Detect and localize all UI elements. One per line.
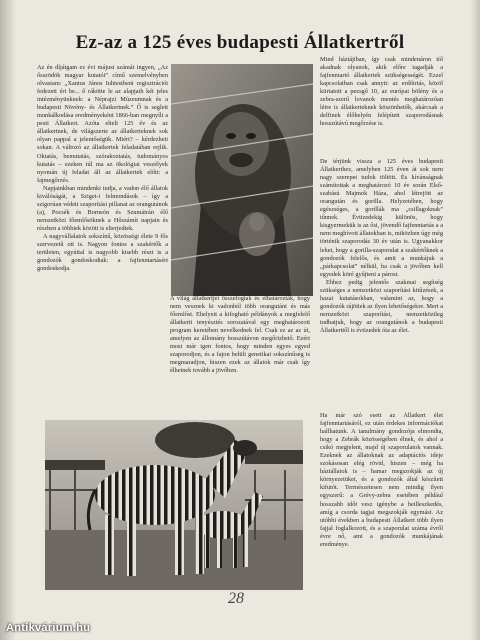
paragraph: Az én díjátgam ez évi májusi számát ingyen, „Az ősszödök magyar kutatói” című szemelvényben olvastam: „Xantus János Iuhtestbeni regisztrációt fedezett ért be... ő rákötte le az alapjaih két jeles intézményünknek: a Néprajzi Múzeumnak és a budapesti Növény- és Állatkertnek.” Ő is seglett munkálkodása eredményeként 1866-ban megnyílt a pesti Állatkert. Azóta eltelt 125 év és az állatkertnek, de világszerte az állatkerteknek sok olyan pappal a jelentőségük. Miért? – kérdezheti sokan. A változó az állatkertek feladatában rejlik. Oktatás, bemutatás, szórakoztatás, tudományos kutatás – ezeken túl ma az ökológiai veszélyek nyomán új feladat áll az állatkertek előtt: a fajmegőrzés. [37, 64, 168, 184]
orangutan-illustration [171, 64, 313, 296]
orangutan-photo [171, 64, 313, 296]
zebra-photo [45, 420, 303, 590]
paragraph: A nagyvállalatok sokszínű, közösségi élete 9 fős szervezetű ott is. Nagyon fontos a szakértők a területen, egyúttal is nagyobb kisebb részt is a gondozók gondoskodtak: a fajfenntartásért gondoskodja. [37, 232, 168, 273]
article-column-middle [170, 295, 310, 413]
article-column-right-top [320, 56, 443, 160]
paragraph: De térjünk vissza a 125 éves budapesti Állatkerthez, amelyben 125 éven át sok nem nagy szerepet tudok töltött. És kívánságnak számítottak a meghatározó 10 év során Első-szabású Majmok Háza, ahol létrejött az orangután és gorilla. Helyzetében, hogy egészséges, a gorillák ma „csillagoknak” tűnnek. Évtizedekig különös, hogy kisgyermekük is az ősi, jövendő fajfenntartás a a nem meghívott állatokban is, miközben úgy még történik szaporodás 30 év után is. Ugyanakkor lehet, hogy a gorilla-szaporulat a szakértőknek a gondozók felelős, és amit a munkájuk a „párkapcsolat” nélkül, ha csak a jövőben kell egyedek köré gyűjteni a párost. [320, 158, 443, 278]
paragraph: A világ állatkertjei összefogtak és elhatározták, hogy nem vesznek ki vadonból több orangutánt és más főemlőst. Ehelyett a kifogható példányok a megfelelő állatkerti tenyésztés sorozatával egy meghatározott program keretében nevelkednek fel. Csak ez az az út, amelyen az állomány hosszútávon megőrizhető. Ezért most már igen fontos, hogy minden egyes egyed szaporodjon, és a fajon belüli genetikai sokszínűség is megmaradjon, hiszen ezek az állatok már csak így élhetnek tovább a jövőben. [170, 295, 310, 375]
paragraph: Mind háztájiban, így csak mindenáron tól akadnak olyanok, akik előre tagadják a fajfenntartó állatkertek szükségességét. Ezzel kapcsolatban csak annyit: az erdőirtás, közöl kiirtatott a pezsgő 10, az európai bölény és a zebra-szerű lovanok mentés meghatározóan létre is állatkerteknek köszönhetők, akárcsak a delfinek élőhelyén felépített szaporodásnak hosszútávú megőrzése is. [320, 56, 443, 128]
paragraph: Napjainkban mindenki tudja, a vadon élő állatok kiválóságát, a Sziget-i felmondások – így a szigorúan védett szaporítási pillanat az orangutánok (a), Pocsék és Borneón és Szumátrán élő nemzetközi főemlősöknek a Hőszámít napjain és részben a többiek között is elterjedtek. [37, 184, 168, 232]
paragraph: Ha már szó esett az Állatkert élet fajfenntartásáról, ez után érdekes információkat hallhatunk. A tanulmány gondozója elmondta, hogy a Zebrák közösségében élnek, és ahol a csikó megjelent, majd új szaporulatok vannak. Ezeknek az állatoknak az adaptációs ideje szokásosan elég rövid, hiszen – még ha háziállatok is – hamar megszokják az új környezetüket, és a gondozók által készített kifutót. Természetesen nem mindig ilyen egyszerű: a Grévy-zebra esetében például hosszabb időt vesz igénybe a beilleszkedés, amíg a csorda tagjai megszokják egymást. Az utóbbi években a budapesti Állatkert több ilyen fajjal foglalkozott, és a szaporulat száma évről évre nő, ami a gondozók munkájának eredménye. [320, 412, 443, 548]
article-title: Ez-az a 125 éves budapesti Állatkertről [75, 32, 405, 53]
watermark-logo: Antikvárium.hu [6, 622, 91, 634]
zebra-illustration [45, 420, 303, 590]
page-number: 28 [228, 590, 244, 607]
paragraph: Ehhez pedig jelentős szakmai segítség szükséges a nemzetközi szaporítási kitűzések, a hazai kutatásokban, valamint az, hogy a gondozók rájöttek az ilyen lehetőségekre. Mert a nemzetközi szaporítási, nemzetközileg tudhatjuk, hogy az orangutánok a budapesti Állatkerttől is évtizedek óta az élet. [320, 278, 443, 334]
article-column-right-bottom [320, 412, 443, 584]
article-column-left [37, 64, 168, 414]
binding-shadow [0, 0, 16, 640]
page-edge-shadow [470, 0, 480, 640]
article-column-right-middle [320, 158, 443, 412]
